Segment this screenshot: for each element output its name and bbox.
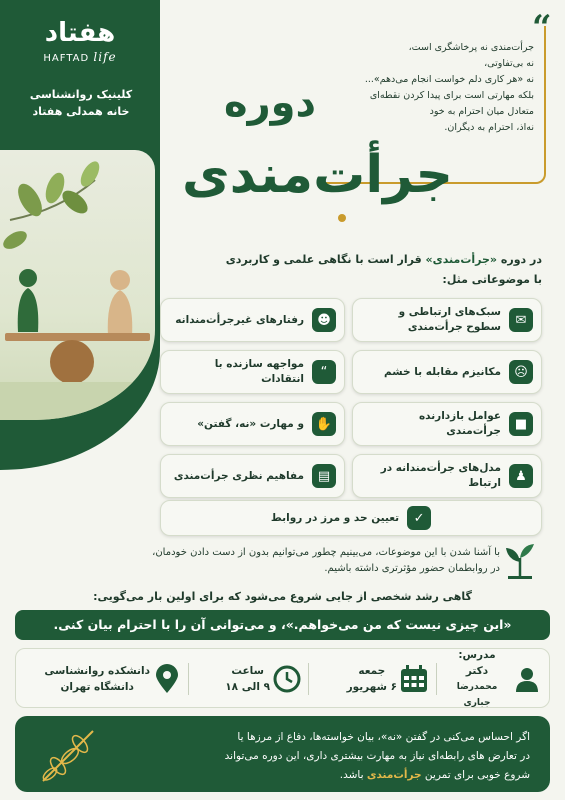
place-line-2: دانشگاه تهران — [60, 681, 134, 693]
sprout-icon — [500, 540, 540, 580]
time-text — [225, 663, 270, 695]
quote-mark-icon: “ — [532, 8, 552, 48]
balance-photo — [0, 150, 155, 420]
quote-line: متعادل میان احترام به خود — [429, 106, 534, 117]
topic-card — [160, 454, 345, 498]
bottom-pre: شروع خوبی برای تمرین — [421, 769, 530, 781]
topic-card — [352, 298, 542, 342]
place-line-1: دانشکده روانشناسی — [44, 665, 150, 677]
event-info — [15, 648, 550, 708]
topic-label: رفتارهای غیرجرأت‌مندانه — [175, 313, 304, 326]
teacher-title: دکتر — [465, 665, 489, 677]
bottom-line: اگر احساس می‌کنی در گفتن «نه»، بیان خواسته‌ها، دفاع از مرزها یا — [237, 731, 530, 743]
day-label: جمعه — [358, 665, 386, 677]
book-icon: ▤ — [312, 464, 336, 488]
person-icon: ☻ — [312, 308, 336, 332]
logo-sub — [20, 50, 140, 64]
separator — [308, 663, 309, 695]
topic-label: عوامل بازدارنده جرأت‌مندی — [418, 410, 501, 437]
topic-label: سبک‌های ارتباطی و سطوح جرأت‌مندی — [398, 306, 501, 333]
place-info — [24, 655, 184, 703]
title-dot — [338, 214, 346, 222]
date-text — [347, 663, 397, 695]
highlight-banner: «این چیزی نیست که من می‌خواهم.»، و می‌توانی آن را با احترام بیان کنی. — [15, 610, 550, 640]
bottom-line: در تعارض های رابطه‌ای نیاز به مهارت بیشتری داری، این دوره می‌تواند — [224, 750, 530, 762]
quote-line: نه «هر کاری دلم خواست انجام می‌دهم»... — [364, 74, 534, 85]
topic-label: و مهارت «نه، گفتن» — [197, 417, 304, 430]
date-info — [316, 655, 431, 703]
shield-check-icon: ✓ — [407, 506, 431, 530]
title-line-1: دوره — [223, 80, 317, 126]
bottom-post: باشد. — [339, 769, 367, 781]
chat-icon: ✉ — [509, 308, 533, 332]
lock-icon: ■ — [509, 412, 533, 436]
topic-label: تعیین حد و مرز در روابط — [270, 511, 400, 524]
teacher-name: محمدرضا جباری — [456, 682, 498, 708]
clinic-line-2: خانه همدلی هفتاد — [32, 105, 130, 118]
intro-text — [170, 250, 542, 290]
location-pin-icon — [150, 662, 184, 696]
logo-life-text: life — [93, 50, 117, 64]
intro-post: قرار است با نگاهی علمی و کاربردی — [225, 253, 426, 266]
clock-icon — [270, 662, 304, 696]
bottom-line — [105, 766, 530, 785]
hand-stop-icon: ✋ — [312, 412, 336, 436]
topic-card — [160, 298, 345, 342]
quote-line: نه بی‌تفاوتی، — [484, 58, 534, 69]
bottom-highlight: جرأت‌مندی — [366, 769, 422, 781]
logo-mark: هفتاد — [44, 18, 116, 48]
date-label: ۶ شهریور — [346, 681, 397, 693]
intro-pre: در دوره — [497, 253, 542, 266]
group-icon: ♟ — [509, 464, 533, 488]
separator — [436, 663, 437, 695]
intro-highlight: «جرأت‌مندی» — [425, 253, 498, 266]
logo-sub-text: HAFTAD — [43, 53, 90, 64]
topic-card — [352, 350, 542, 394]
teacher-text — [444, 647, 510, 711]
time-label: ساعت — [231, 665, 264, 677]
quote-icon: “ — [312, 360, 336, 384]
conclusion-line: با آشنا شدن با این موضوعات، می‌بینیم چطور می‌توانیم بدون از دست دادن خودمان، — [152, 547, 500, 558]
conclusion-text — [40, 545, 500, 577]
calendar-icon — [397, 662, 431, 696]
brand-logo — [20, 18, 140, 64]
separator — [188, 663, 189, 695]
clinic-line-1: کلینیک روانشناسی — [29, 88, 133, 101]
teacher-info — [444, 649, 544, 708]
teacher-icon — [510, 662, 544, 696]
quote-line: جرأت‌مندی نه پرخاشگری است، — [408, 42, 534, 53]
time-value: ۹ الی ۱۸ — [225, 681, 270, 693]
topic-card — [352, 402, 542, 446]
leaf-decoration-icon — [38, 726, 98, 784]
place-text — [44, 663, 150, 695]
angry-face-icon: ☹ — [509, 360, 533, 384]
topic-label: مفاهیم نظری جرأت‌مندی — [173, 469, 304, 482]
time-info — [196, 655, 304, 703]
intro-line-2: با موضوعاتی مثل: — [442, 273, 542, 286]
quote-line: بلکه مهارتی است برای پیدا کردن نقطه‌ای — [369, 90, 534, 101]
intro-line-1 — [170, 250, 542, 270]
quote-line: نه‌اذ، احترام به دیگران. — [444, 122, 534, 133]
topic-label: مکانیزم مقابله با خشم — [384, 365, 501, 378]
topic-card — [352, 454, 542, 498]
conclusion-line: در روابطمان حضور مؤثرتری داشته باشیم. — [324, 563, 500, 574]
balance-illustration — [0, 150, 155, 420]
topic-label: مواجهه سازنده با انتقادات — [214, 358, 304, 385]
topic-card — [160, 402, 345, 446]
topic-card — [160, 350, 345, 394]
teacher-label: مدرس: — [458, 649, 496, 661]
title-line-2: جرأت‌مندی — [181, 145, 454, 205]
clinic-name — [12, 86, 150, 120]
topic-label: مدل‌های جرأت‌مندانه در ارتباط — [380, 462, 501, 489]
growth-line: گاهی رشد شخصی از جایی شروع می‌شود که برای اولین بار می‌گویی: — [93, 590, 472, 603]
topic-card-wide — [160, 500, 542, 536]
